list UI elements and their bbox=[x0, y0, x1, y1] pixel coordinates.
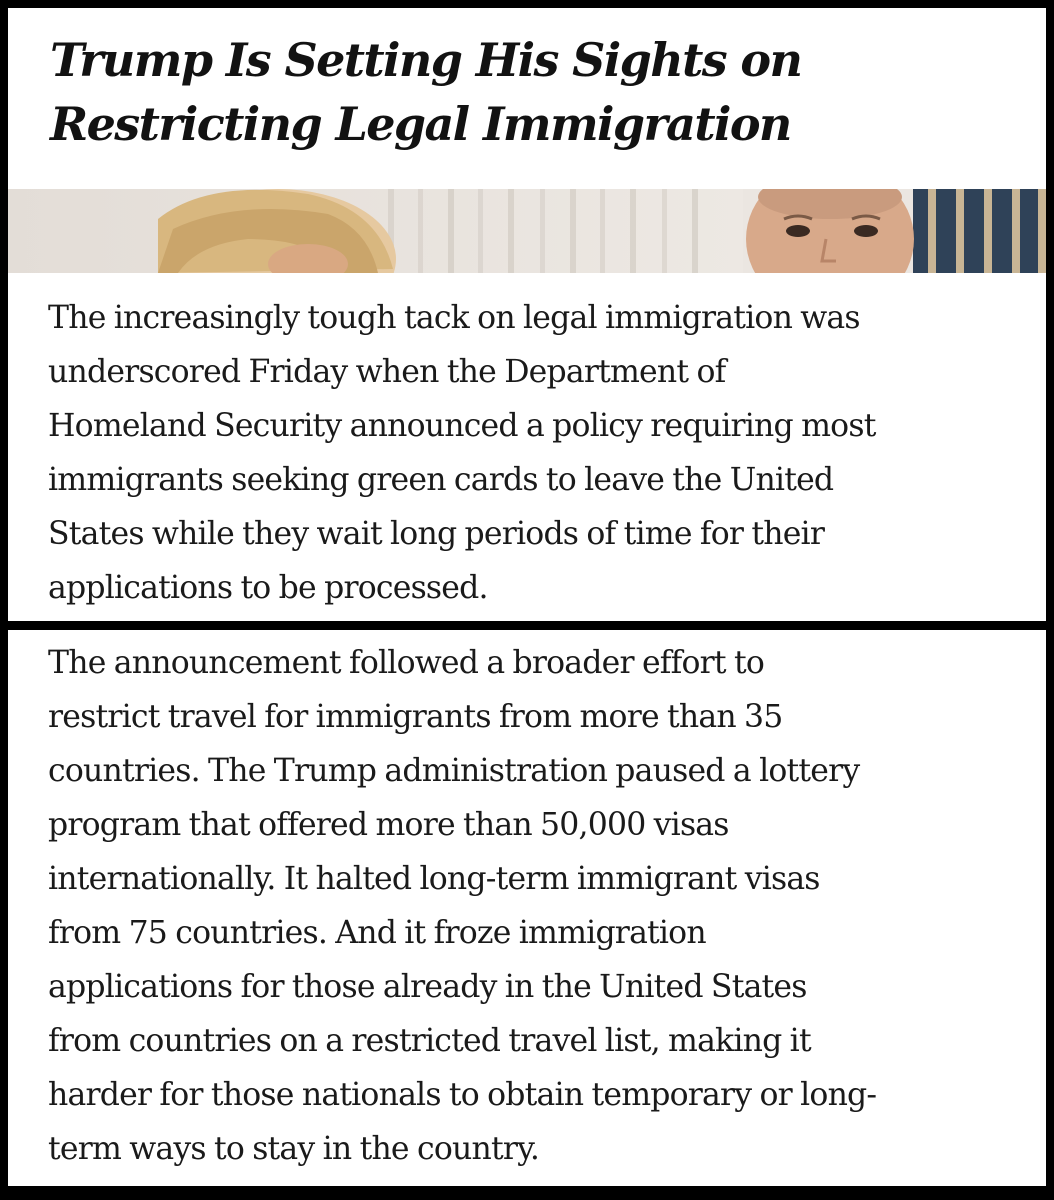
paragraph-line: program that offered more than 50,000 visas bbox=[48, 807, 729, 843]
paragraph-2 bbox=[48, 636, 1028, 1176]
paragraph-line: The announcement followed a broader effort to bbox=[48, 645, 765, 681]
paragraph-line: countries. The Trump administration paused a lottery bbox=[48, 753, 860, 789]
paragraph-line: applications to be processed. bbox=[48, 570, 488, 606]
paragraph-line: term ways to stay in the country. bbox=[48, 1131, 540, 1167]
paragraph-panel-1 bbox=[8, 273, 1046, 621]
window-blinds bbox=[913, 189, 1046, 273]
article-photo bbox=[8, 189, 1046, 273]
paragraph-line: from 75 countries. And it froze immigration bbox=[48, 915, 706, 951]
paragraph-panel-2 bbox=[8, 630, 1046, 1186]
paragraph-line: from countries on a restricted travel list, making it bbox=[48, 1023, 811, 1059]
paragraph-line: The increasingly tough tack on legal immigration was bbox=[48, 300, 860, 336]
paragraph-line: internationally. It halted long-term immigrant visas bbox=[48, 861, 820, 897]
paragraph-line: underscored Friday when the Department of bbox=[48, 354, 726, 390]
headline-panel bbox=[8, 8, 1046, 189]
paragraph-line: harder for those nationals to obtain temporary or long- bbox=[48, 1077, 877, 1113]
paragraph-1 bbox=[48, 291, 1028, 615]
paragraph-line: immigrants seeking green cards to leave the United bbox=[48, 462, 834, 498]
person-right bbox=[743, 189, 914, 273]
photo-illustration bbox=[8, 189, 1046, 273]
paragraph-line: restrict travel for immigrants from more than 35 bbox=[48, 699, 783, 735]
headline-line: Trump Is Setting His Sights on bbox=[50, 33, 802, 87]
paragraph-line: Homeland Security announced a policy requiring most bbox=[48, 408, 876, 444]
paragraph-line: States while they wait long periods of time for their bbox=[48, 516, 825, 552]
headline bbox=[50, 28, 1030, 156]
headline-line: Restricting Legal Immigration bbox=[50, 97, 791, 151]
paragraph-line: applications for those already in the United States bbox=[48, 969, 807, 1005]
